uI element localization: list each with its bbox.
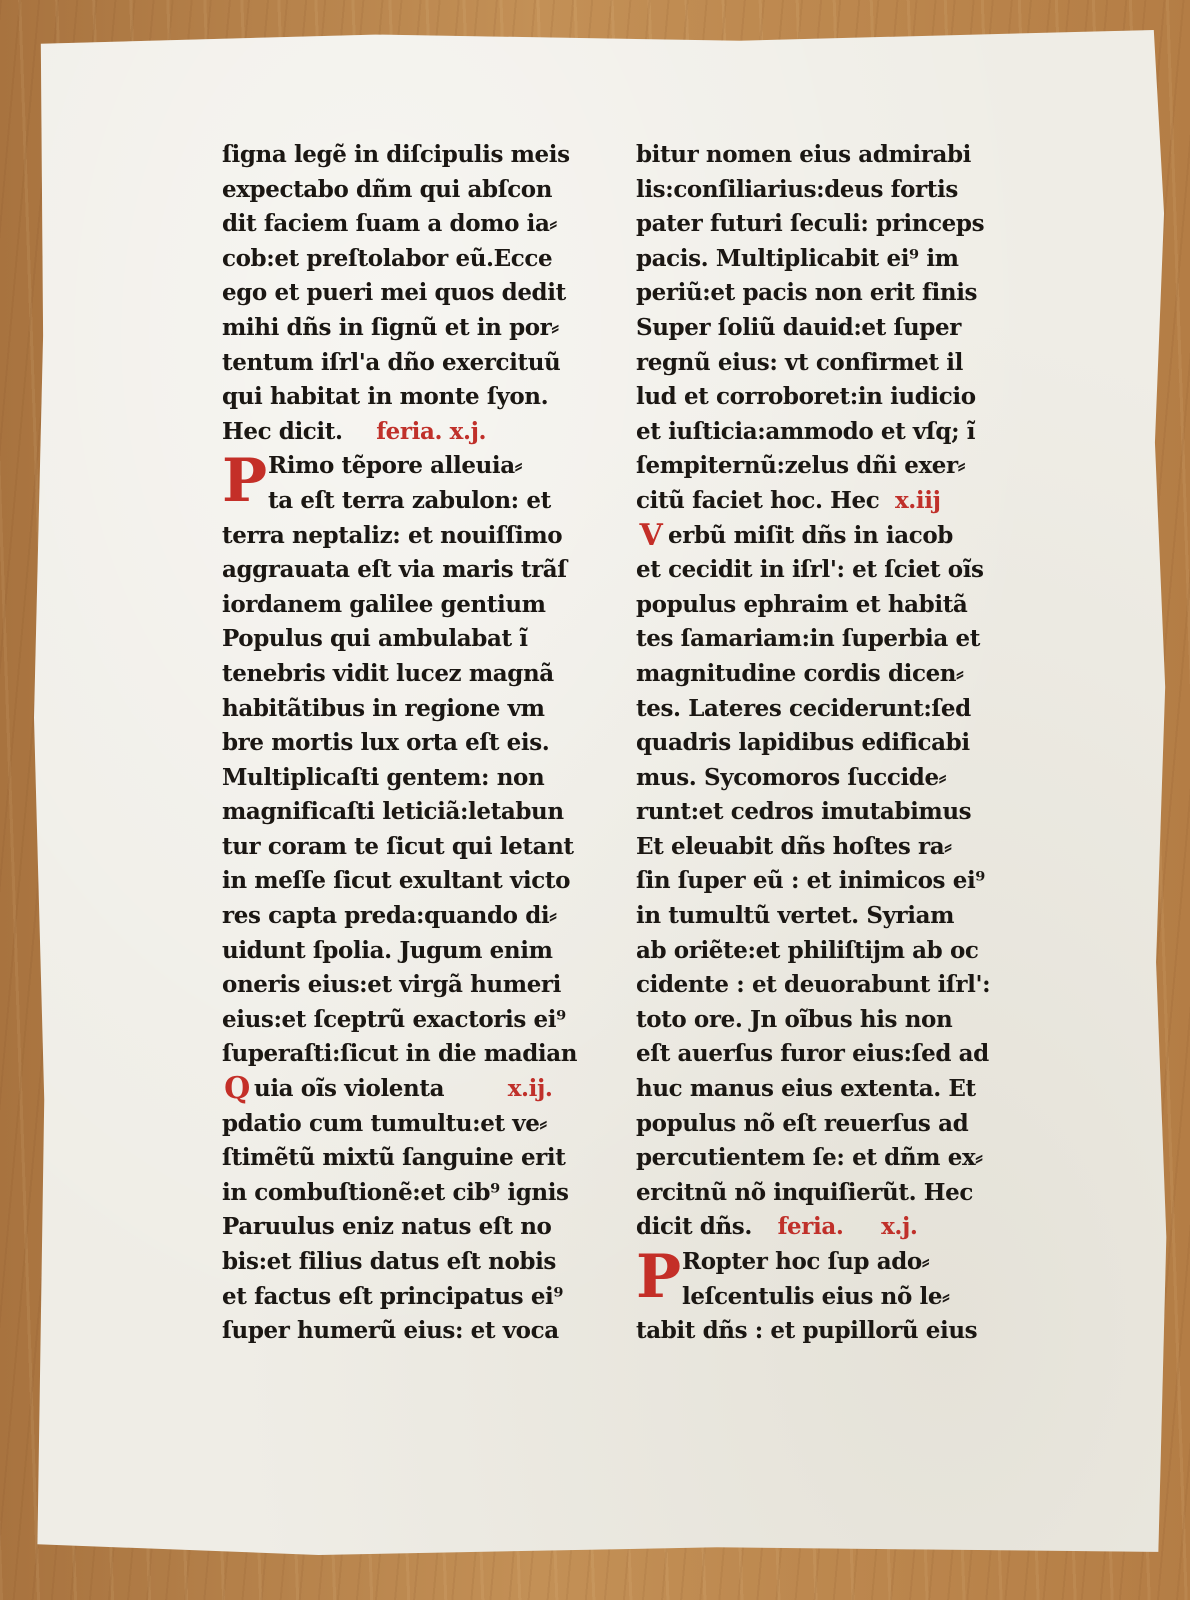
text-line: toto ore. Jn oĩbus his non <box>636 1005 953 1033</box>
red-initial-p: P <box>636 1245 682 1312</box>
text-line: ſuper humerũ eius: et voca <box>222 1317 559 1345</box>
red-initial-q: Q <box>224 1072 250 1107</box>
text-line: ſigna legẽ in diſcipulis meis <box>222 141 570 168</box>
text-line: tes ſamariam:in ſuperbia et <box>636 625 980 653</box>
rubric-xj: x.j. <box>881 1213 918 1241</box>
text-line: periũ:et pacis non erit finis <box>636 279 978 307</box>
text-line: pdatio cum tumultu:et ve⸗ <box>222 1109 547 1137</box>
text-line: bre mortis lux orta eſt eis. <box>222 729 550 757</box>
text-line: cob:et preſtolabor eũ.Ecce <box>222 244 553 272</box>
text-line: pacis. Multiplicabit ei⁹ im <box>636 244 959 272</box>
rubric-xiij: x.iij <box>894 486 941 514</box>
text-line: habitãtibus in regione vm <box>222 694 545 722</box>
text-line: expectabo dñm qui abſcon <box>222 175 553 203</box>
text-line: cidente : et deuorabunt iſrl': <box>636 971 991 999</box>
text-line: Super ſoliũ dauid:et ſuper <box>636 313 961 341</box>
text-line: ſuperaſti:ſicut in die madian <box>222 1040 578 1068</box>
rubric-feria: feria. x.j. <box>376 417 487 445</box>
text-line: et cecidit in iſrl': et ſciet oĩs <box>636 556 984 584</box>
text-line: populus nõ eſt reuerſus ad <box>636 1109 969 1137</box>
text-line: lis:conſiliarius:deus fortis <box>636 175 958 203</box>
text-line: magnitudine cordis dicen⸗ <box>636 659 964 687</box>
text-line: huc manus eius extenta. Et <box>636 1075 976 1103</box>
text-line: Hec dicit. feria. x.j. <box>222 417 487 445</box>
text-line: tenebris vidit lucez magnã <box>222 659 554 687</box>
text-line: V erbũ miſit dñs in iacob <box>636 519 1046 554</box>
text-line: ſin ſuper eũ : et inimicos ei⁹ <box>636 867 985 895</box>
right-text-column <box>636 138 1046 1349</box>
text-line: populus ephraim et habitã <box>636 590 968 618</box>
text-line: ſtimẽtũ mixtũ ſanguine erit <box>222 1144 566 1172</box>
text-line: ercitnũ nõ inquiſierũt. Hec <box>636 1178 973 1206</box>
text-line: ſempiternũ:zelus dñi exer⸗ <box>636 452 966 480</box>
text-line: in meſſe ſicut exultant victo <box>222 867 571 895</box>
text-line: in combuſtionẽ:et cib⁹ ignis <box>222 1178 569 1206</box>
text-line: dicit dñs. feria. x.j. <box>636 1213 918 1241</box>
text-line: Q uia oĩs violenta x.ij. <box>222 1072 632 1107</box>
text-line: leſcentulis eius nõ le⸗ <box>682 1282 950 1310</box>
text-line: in tumultũ vertet. Syriam <box>636 902 955 930</box>
text-line: aggrauata eſt via maris trãſ <box>222 556 567 584</box>
text-line: iordanem galilee gentium <box>222 590 546 618</box>
text-line: Rimo tẽpore alleuia⸗ <box>268 452 523 480</box>
text-line: regnũ eius: vt confirmet il <box>636 348 963 376</box>
text-line: Paruulus eniz natus eſt no <box>222 1213 552 1241</box>
text-line: citũ faciet hoc. Hec x.iij <box>636 486 941 514</box>
text-line: lud et corroboret:in iudicio <box>636 383 976 411</box>
text-line: ta eſt terra zabulon: et <box>268 486 551 514</box>
text-line: tes. Lateres ceciderunt:ſed <box>636 694 971 722</box>
text-line: eſt auerſus furor eius:ſed ad <box>636 1040 989 1068</box>
initial-block-p2 <box>636 1245 1046 1314</box>
text-line: Populus qui ambulabat ĩ <box>222 625 528 653</box>
text-line: pater futuri ſeculi: princeps <box>636 210 985 238</box>
text-line: magnificaſti leticiã:letabun <box>222 798 564 826</box>
text-line: Multiplicaſti gentem: non <box>222 763 545 791</box>
text-line: et factus eſt principatus ei⁹ <box>222 1282 564 1310</box>
text-line: percutientem ſe: et dñm ex⸗ <box>636 1144 983 1172</box>
rubric-feria: feria. <box>777 1213 844 1241</box>
rubric-xij: x.ij. <box>507 1075 553 1103</box>
text-line: bitur nomen eius admirabi <box>636 141 972 168</box>
text-line: res capta preda:quando di⸗ <box>222 902 557 930</box>
text-line: dit faciem ſuam a domo ia⸗ <box>222 210 557 238</box>
text-line: uidunt ſpolia. Jugum enim <box>222 936 553 964</box>
red-initial-v: V <box>639 518 663 553</box>
text-line: et iuſticia:ammodo et vſq; ĩ <box>636 417 976 445</box>
text-line: Et eleuabit dñs hoſtes ra⸗ <box>636 832 952 860</box>
text-line: runt:et cedros imutabimus <box>636 798 972 826</box>
text-line: tabit dñs : et pupillorũ eius <box>636 1317 978 1345</box>
text-line: mus. Sycomoros ſuccide⸗ <box>636 763 946 791</box>
text-line: tentum iſrl'a dño exercituũ <box>222 348 561 376</box>
text-line: ego et pueri mei quos dedit <box>222 279 566 307</box>
text-line: terra neptaliz: et nouiſſimo <box>222 521 563 549</box>
text-line: mihi dñs in ſignũ et in por⸗ <box>222 313 559 341</box>
text-line: eius:et ſceptrũ exactoris ei⁹ <box>222 1005 566 1033</box>
text-line: ab oriẽte:et philiſtijm ab oc <box>636 936 979 964</box>
text-line: Ropter hoc ſup ado⸗ <box>682 1248 930 1275</box>
red-initial-p: P <box>222 449 268 517</box>
text-line: quadris lapidibus edificabi <box>636 729 970 757</box>
initial-block-p <box>222 449 632 518</box>
text-line: oneris eius:et virgã humeri <box>222 971 561 999</box>
text-line: qui habitat in monte ſyon. <box>222 383 549 411</box>
left-text-column <box>222 138 632 1349</box>
text-line: bis:et filius datus eſt nobis <box>222 1248 556 1275</box>
text-line: tur coram te ſicut qui letant <box>222 832 574 860</box>
